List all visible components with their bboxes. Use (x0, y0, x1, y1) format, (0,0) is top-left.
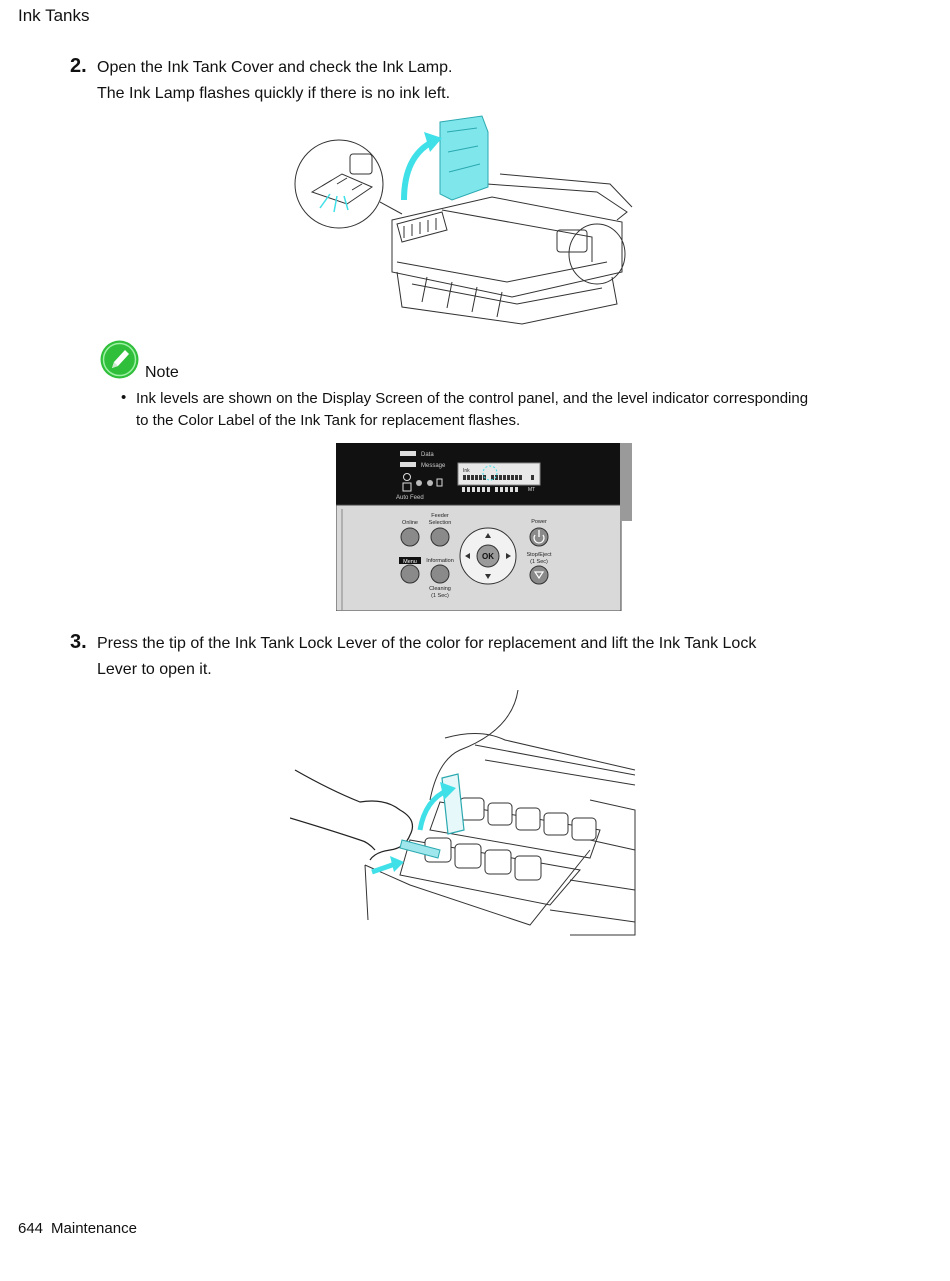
cleaning-label-1: Cleaning (429, 586, 451, 592)
stop-eject-label-2: (1 Sec) (530, 559, 548, 565)
ok-label: OK (482, 552, 494, 561)
information-label: Information (426, 558, 454, 564)
step-2-line-1: Open the Ink Tank Cover and check the Ink Lamp. (97, 59, 453, 76)
section-header: Ink Tanks (18, 6, 90, 25)
page-number: 644 (18, 1220, 44, 1237)
step-2-text (97, 55, 452, 107)
step-2-number: 2. (70, 55, 87, 77)
footer-section: Maintenance (51, 1220, 137, 1237)
pencil-icon (100, 340, 139, 379)
step-3-line-1: Press the tip of the Ink Tank Lock Lever of the color for replacement and lift the Ink Tank Lock (97, 635, 757, 652)
feeder-selection-button[interactable] (431, 528, 449, 546)
power-label: Power (531, 519, 547, 525)
data-indicator-label: Data (421, 452, 434, 458)
auto-feed-label: Auto Feed (396, 495, 424, 501)
feeder-label-2: Selection (428, 520, 452, 526)
printer-open-cover-illustration (292, 112, 637, 327)
cleaning-label-2: (1 Sec) (431, 593, 449, 599)
step-3-text (97, 631, 877, 683)
step-3-number: 3. (70, 631, 87, 653)
online-label: Online (402, 520, 418, 526)
message-indicator-label: Message (421, 463, 446, 469)
display-screen (458, 463, 540, 485)
bullet-marker: • (121, 389, 127, 406)
note-text (136, 388, 856, 432)
note-line-1: Ink levels are shown on the Display Screen of the control panel, and the level indicator corresponding (136, 390, 809, 407)
ink-tank-lock-lever-illustration (290, 690, 638, 938)
mt-label: MT (528, 487, 536, 493)
online-button[interactable] (401, 528, 419, 546)
note-line-2: to the Color Label of the Ink Tank for replacement flashes. (136, 412, 521, 429)
note-label: Note (145, 364, 179, 381)
information-button[interactable] (431, 565, 449, 583)
ink-tank-lock-lever (442, 774, 464, 834)
menu-button[interactable] (401, 565, 419, 583)
step-3-line-2: Lever to open it. (97, 661, 212, 678)
page-footer (18, 1220, 145, 1237)
menu-label: Menu (403, 559, 417, 565)
display-text: Ink (463, 468, 470, 474)
feeder-label-1: Feeder (431, 513, 449, 519)
stop-eject-button[interactable] (530, 566, 548, 584)
control-panel-illustration (336, 443, 633, 611)
stop-eject-label-1: Stop/Eject (526, 552, 552, 558)
hand-outline (295, 770, 412, 860)
step-2-line-2: The Ink Lamp flashes quickly if there is no ink left. (97, 85, 451, 102)
